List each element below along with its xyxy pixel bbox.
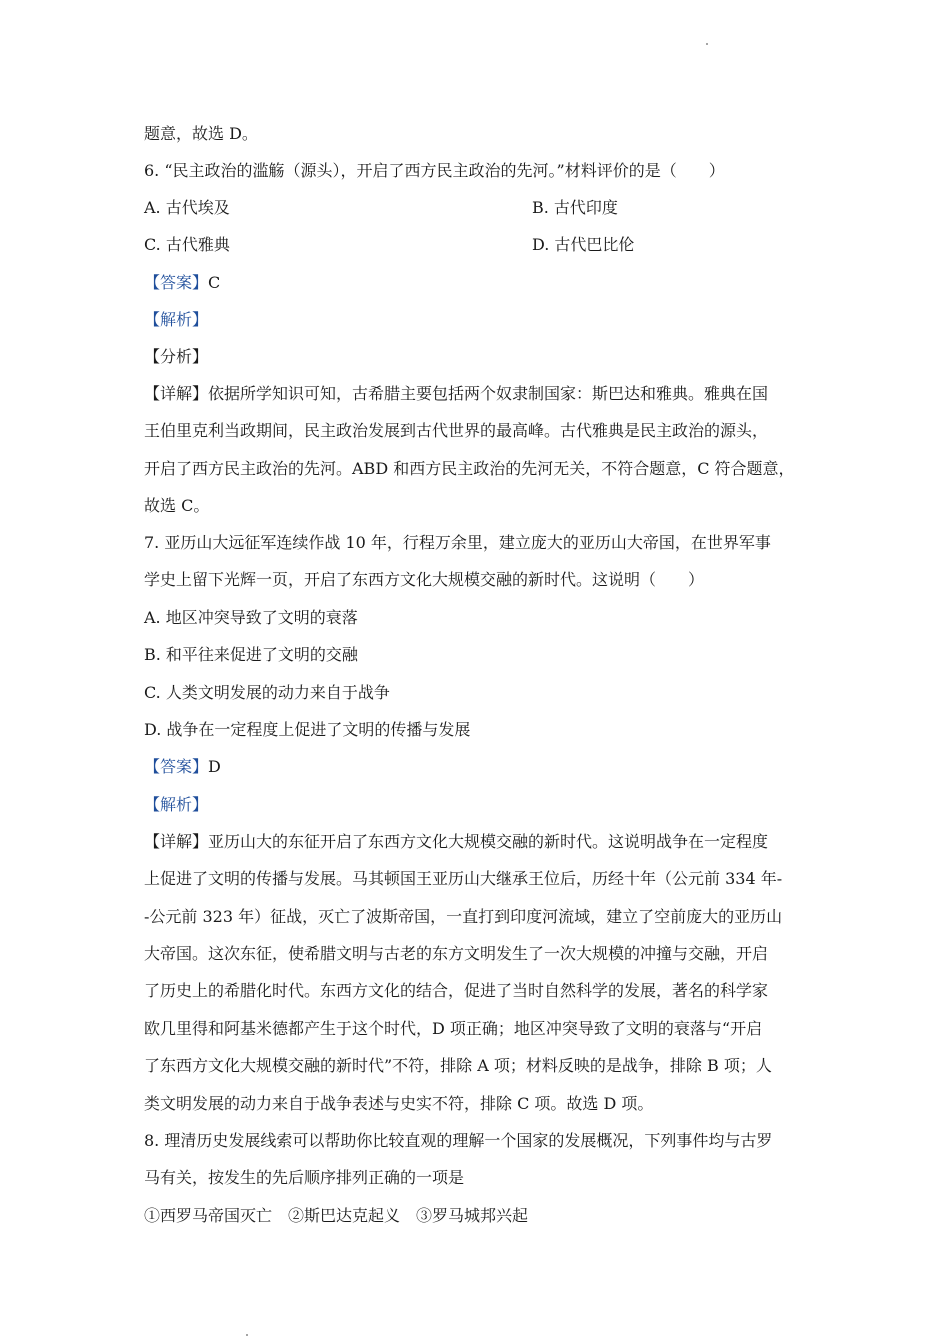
answer-tag: 【答案】: [144, 273, 209, 292]
q6-detail-line: 故选 C。: [144, 496, 210, 515]
detail-tag: 【详解】: [144, 384, 209, 403]
q7-detail-line: 上促进了文明的传播与发展。马其顿国王亚历山大继承王位后，历经十年（公元前 334 年-: [144, 869, 783, 888]
answer-tag: 【答案】: [144, 757, 209, 776]
q6-analysis-tag: 【解析】: [144, 310, 209, 329]
q7-detail-line: -公元前 323 年）征战，灭亡了波斯帝国，一直打到印度河流域，建立了空前庞大的亚历山: [144, 907, 783, 926]
q8-events: ①西罗马帝国灭亡 ②斯巴达克起义 ③罗马城邦兴起: [144, 1206, 529, 1225]
q6-option-a: A. 古代埃及: [144, 198, 230, 217]
q6-option-d: D. 古代巴比伦: [532, 235, 635, 254]
q7-option-c: C. 人类文明发展的动力来自于战争: [144, 683, 390, 702]
detail-tag: 【详解】: [144, 832, 209, 851]
q7-detail-line: 了东西方文化大规模交融的新时代”不符，排除 A 项；材料反映的是战争，排除 B 项；人: [144, 1056, 772, 1075]
q7-detail-line: 了历史上的希腊化时代。东西方文化的结合，促进了当时自然科学的发展，著名的科学家: [144, 981, 769, 1000]
q7-stem: 学史上留下光辉一页，开启了东西方文化大规模交融的新时代。这说明（ ）: [144, 570, 705, 589]
q7-answer: [144, 757, 221, 777]
q8-stem: 8. 理清历史发展线索可以帮助你比较直观的理解一个国家的发展概况，下列事件均与古罗: [144, 1131, 773, 1150]
q7-detail-line: 欧几里得和阿基米德都产生于这个时代，D 项正确；地区冲突导致了文明的衰落与“开启: [144, 1019, 763, 1038]
q6-option-b: B. 古代印度: [532, 198, 618, 217]
q6-stem: 6. “民主政治的滥觞（源头），开启了西方民主政治的先河。”材料评价的是（ ）: [144, 161, 725, 180]
q7-stem: 7. 亚历山大远征军连续作战 10 年，行程万余里，建立庞大的亚历山大帝国，在世界军事: [144, 533, 771, 552]
answer-value: D: [208, 757, 221, 776]
intro-text: 题意，故选 D。: [144, 124, 258, 143]
decorative-dot: [706, 43, 708, 45]
q7-option-d: D. 战争在一定程度上促进了文明的传播与发展: [144, 720, 471, 739]
q7-option-a: A. 地区冲突导致了文明的衰落: [144, 608, 358, 627]
q7-detail-line: 大帝国。这次东征，使希腊文明与古老的东方文明发生了一次大规模的冲撞与交融，开启: [144, 944, 769, 963]
q7-option-b: B. 和平往来促进了文明的交融: [144, 645, 358, 664]
q7-detail-line: [144, 832, 768, 852]
q7-detail-line: 类文明发展的动力来自于战争表述与史实不符，排除 C 项。故选 D 项。: [144, 1094, 654, 1113]
detail-text: 依据所学知识可知，古希腊主要包括两个奴隶制国家：斯巴达和雅典。雅典在国: [208, 384, 769, 403]
decorative-dot: [246, 1334, 248, 1336]
detail-text: 亚历山大的东征开启了东西方文化大规模交融的新时代。这说明战争在一定程度: [208, 832, 769, 851]
q6-option-c: C. 古代雅典: [144, 235, 230, 254]
q8-stem: 马有关，按发生的先后顺序排列正确的一项是: [144, 1168, 465, 1187]
q6-detail-line: 王伯里克利当政期间，民主政治发展到古代世界的最高峰。古代雅典是民主政治的源头，: [144, 421, 769, 440]
answer-value: C: [208, 273, 221, 292]
q6-detail-line: [144, 384, 768, 404]
q6-fenxi-tag: 【分析】: [144, 347, 209, 366]
q7-analysis-tag: 【解析】: [144, 795, 209, 814]
q6-detail-line: 开启了西方民主政治的先河。ABD 和西方民主政治的先河无关，不符合题意，C 符合题意，: [144, 459, 795, 478]
q6-answer: [144, 273, 220, 293]
